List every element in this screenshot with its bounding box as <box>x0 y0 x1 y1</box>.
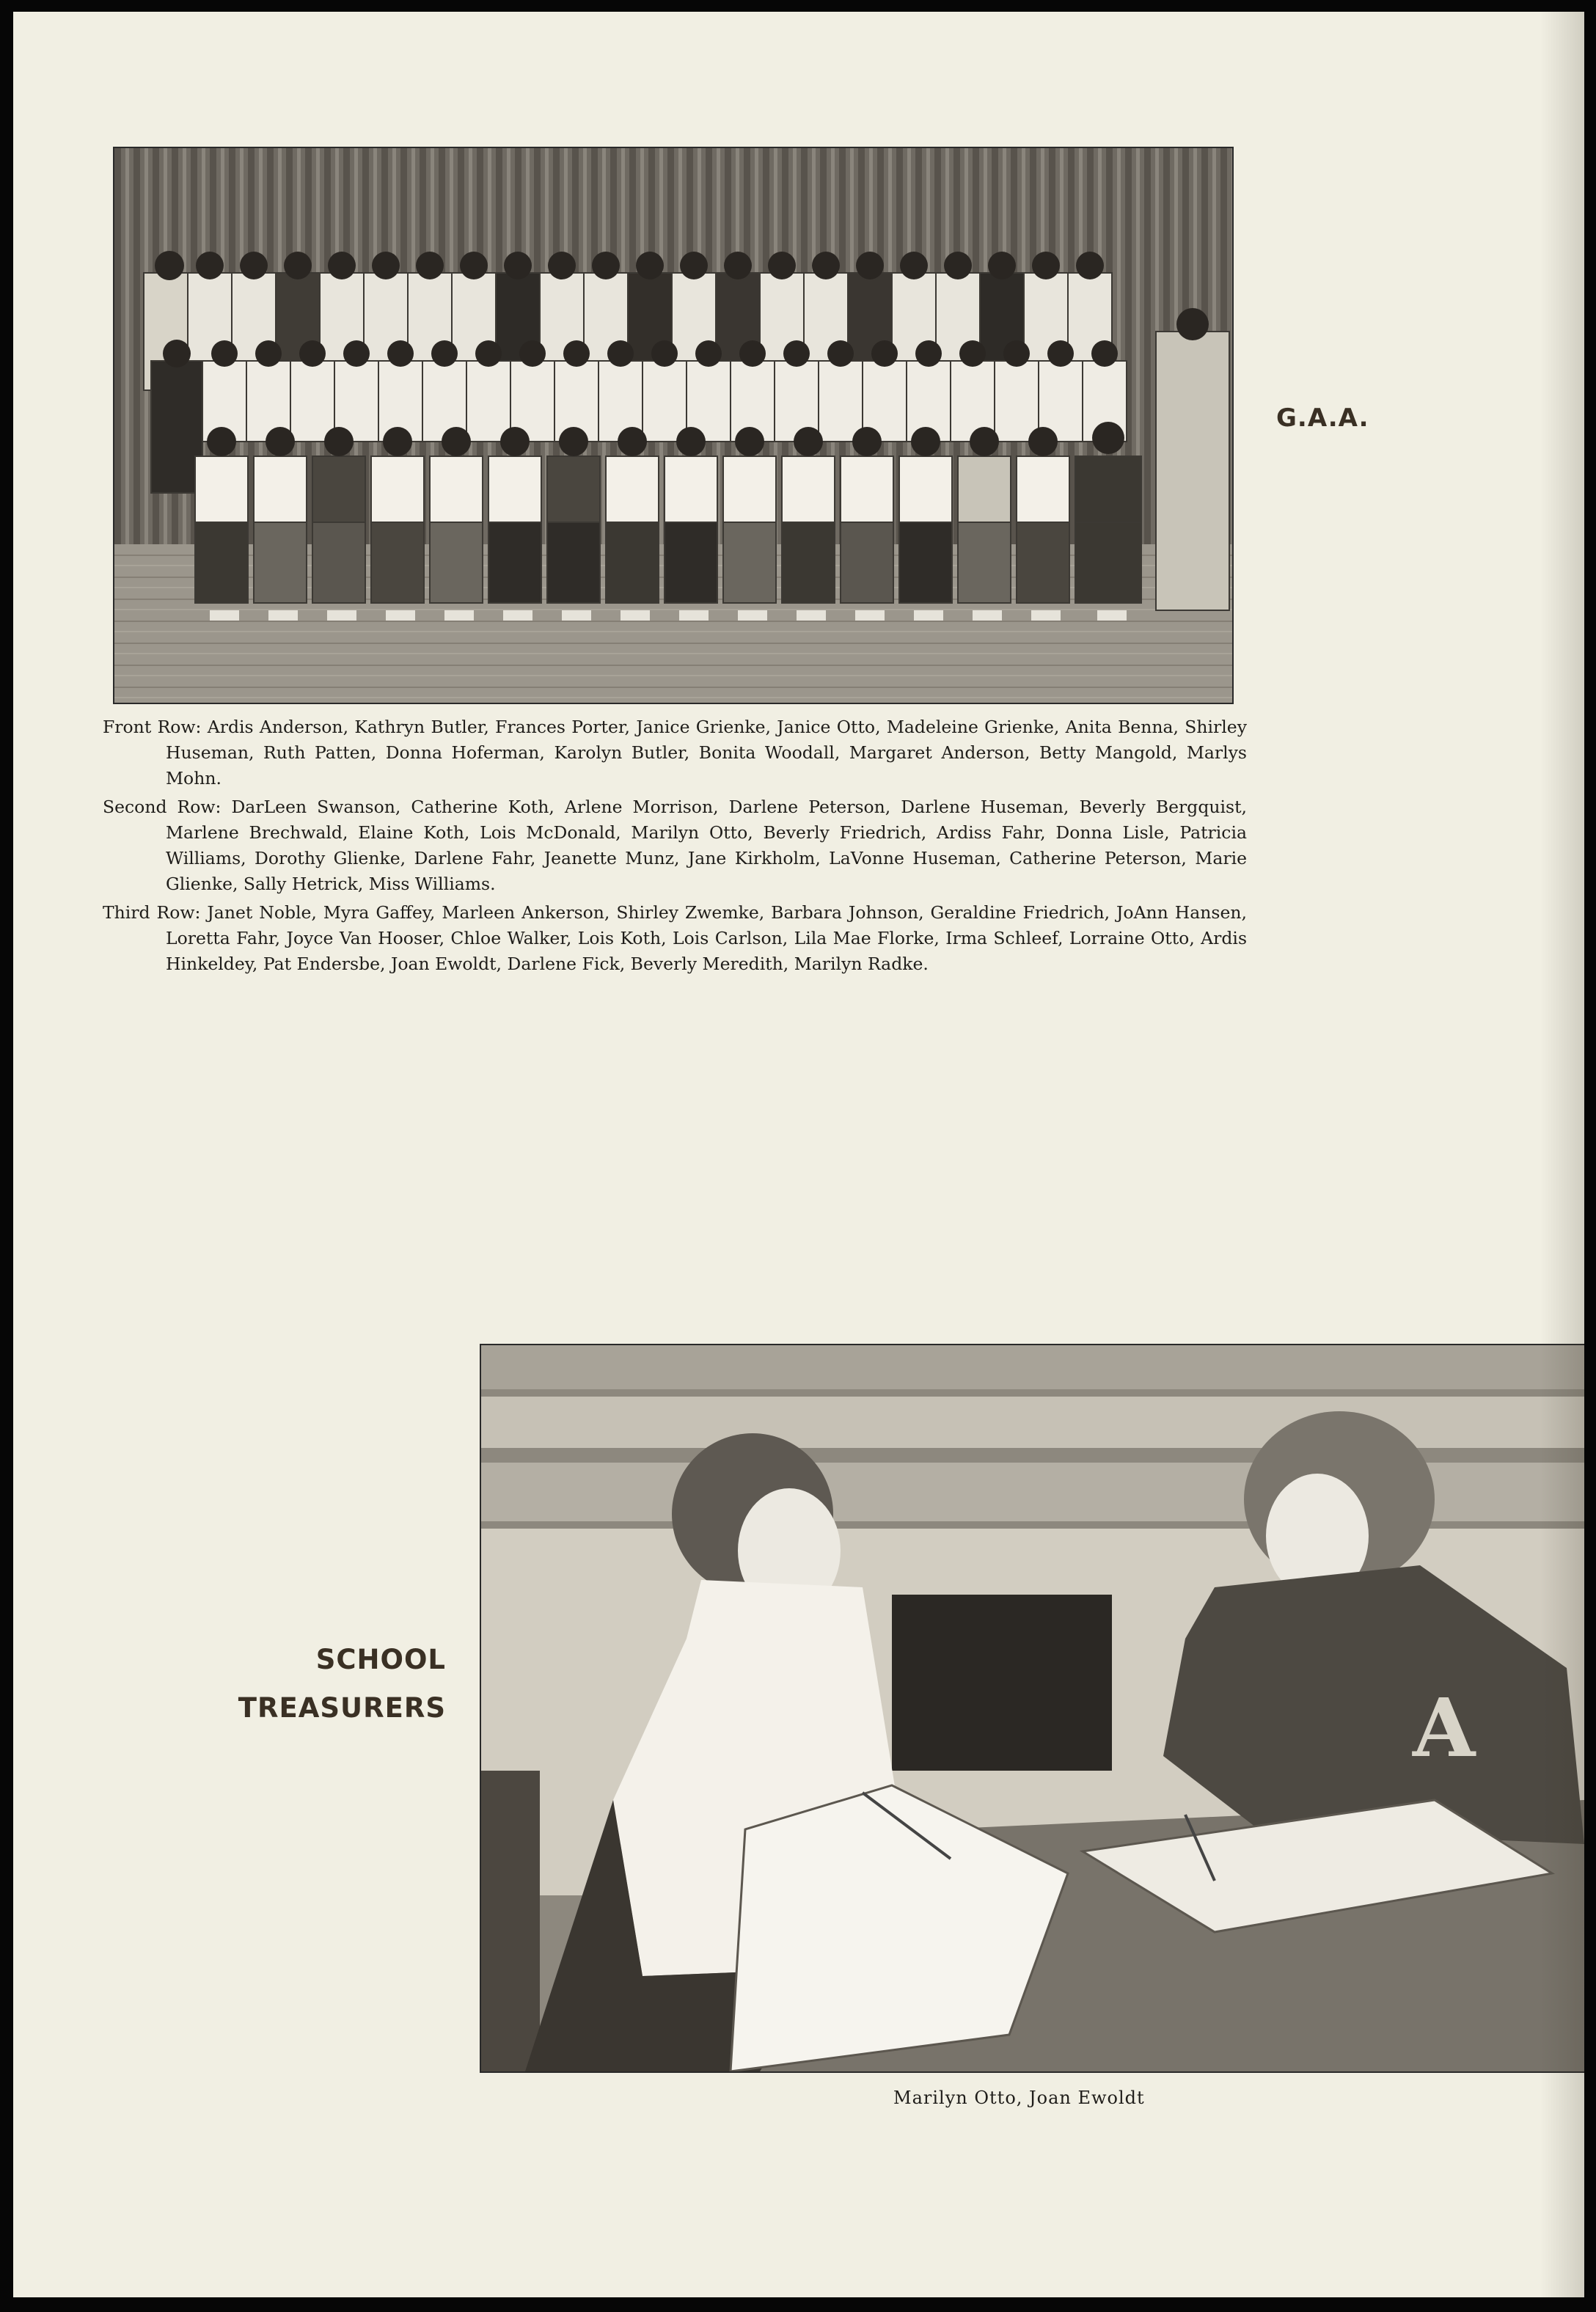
front-row-label: Front Row: <box>103 717 202 737</box>
gaa-third-row <box>103 900 1247 977</box>
second-row-label: Second Row: <box>103 797 222 817</box>
front-row-names: Ardis Anderson, Kathryn Butler, Frances Porter, Janice Grienke, Janice Otto, Madeleine Grienke, Anita Benna, Shirley Huseman, Ruth Patten, Donna Hoferman, Karolyn Butler, Bonita Woodall, Margaret Anderson, Betty Mangold, Marlys Mohn. <box>166 717 1247 789</box>
gaa-second-row <box>103 794 1247 897</box>
jacket-letter: A <box>1413 1680 1476 1775</box>
gaa-group-photo <box>113 147 1234 704</box>
treasurers-heading <box>226 1636 446 1733</box>
gaa-front-row <box>103 714 1247 791</box>
third-row-names: Janet Noble, Myra Gaffey, Marleen Ankerson, Shirley Zwemke, Barbara Johnson, Geraldine Friedrich, JoAnn Hansen, Loretta Fahr, Joyce Van Hooser, Chloe Walker, Lois Koth, Lois Carlson, Lila Mae Florke, Irma Schleef, Lorraine Otto, Ardis Hinkeldey, Pat Endersbe, Joan Ewoldt, Darlene Fick, Beverly Meredith, Marilyn Radke. <box>166 902 1247 974</box>
chalkboard-vent <box>892 1595 1112 1771</box>
yearbook-page <box>13 12 1584 2297</box>
second-row-names: DarLeen Swanson, Catherine Koth, Arlene Morrison, Darlene Peterson, Darlene Huseman, Beverly Bergquist, Marlene Brechwald, Elaine Koth, Lois McDonald, Marilyn Otto, Beverly Friedrich, Ardiss Fahr, Donna Lisle, Patricia Williams, Dorothy Glienke, Darlene Fahr, Jeanette Munz, Jane Kirkholm, LaVonne Huseman, Catherine Peterson, Marie Glienke, Sally Hetrick, Miss Williams. <box>166 797 1247 894</box>
third-row-label: Third Row: <box>103 902 201 923</box>
front-row-figures <box>195 456 1141 603</box>
treasurers-heading-line2: TREASURERS <box>238 1692 446 1724</box>
treasurers-caption: Marilyn Otto, Joan Ewoldt <box>893 2088 1145 2108</box>
treasurers-heading-line1: SCHOOL <box>315 1644 446 1675</box>
gaa-heading: G.A.A. <box>1276 403 1369 433</box>
gaa-caption <box>103 714 1247 980</box>
treasurers-photo <box>480 1344 1584 2073</box>
